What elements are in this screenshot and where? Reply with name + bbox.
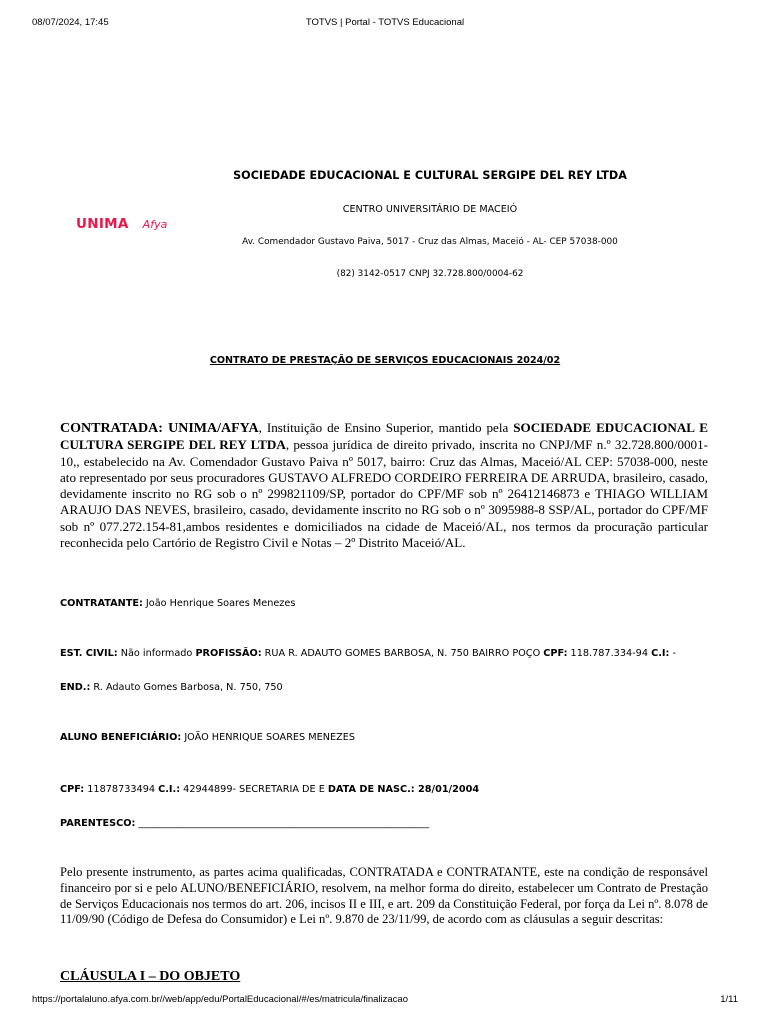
print-page-title: TOTVS | Portal - TOTVS Educacional	[305, 17, 465, 28]
end-value: R. Adauto Gomes Barbosa, N. 750, 750	[90, 682, 283, 693]
contratada-text-2: , pessoa jurídica de direito privado, inscrita no CNPJ/MF n.º 32.728.800/0001-10,, estabelecido na Av. Comendador Gustavo Paiva nº 5017, bairro: Cruz das Almas, Maceió/AL CEP: 57038-000, neste ato representado por seus procuradores GUSTAVO ALFREDO CORDEIRO FERREIRA DE ARRUDA, brasileiro, casado, devidamente inscrito no RG sob o nº 299821109/SP, portador do CPF/MF sob nº 26412146873 e THIAGO WILLIAM ARAUJO DAS NEVES, brasileiro, casado, devidamente inscrito no RG sob o nº 3095988-8 SSP/AL, portador do CPF/MF sob nº 077.272.154-81,ambos residentes e domiciliados na cidade de Maceió/AL, nos termos da procuração particular reconhecida pelo Cartório de Registro Civil e Notas – 2º Distrito Maceió/AL.	[60, 437, 709, 551]
print-url: https://portalaluno.afya.com.br//web/app/edu/PortalEducacional/#/es/matricula/finalizacao	[32, 994, 408, 1005]
company-name: SOCIEDADE EDUCACIONAL E CULTURAL SERGIPE DEL REY LTDA	[233, 169, 627, 182]
clause-title: CLÁUSULA I – DO OBJETO	[60, 969, 241, 984]
contratada-entity: SOCIEDADE EDUCACIONAL E CULTURA SERGIPE DEL REY LTDA	[60, 420, 708, 453]
contract-title: CONTRATO DE PRESTAÇÃO DE SERVIÇOS EDUCACIONAIS 2024/02	[209, 355, 561, 366]
profissao-label: PROFISSÃO:	[195, 648, 262, 659]
print-header	[32, 17, 738, 31]
university-name: CENTRO UNIVERSITÁRIO DE MACEIÓ	[342, 204, 518, 215]
cpf-value: 118.787.334-94	[567, 648, 652, 659]
afya-logo-text: Afya	[142, 217, 168, 231]
contratante-label: CONTRATANTE:	[60, 598, 143, 609]
nasc-value: 28/01/2004	[414, 784, 480, 795]
contratante-field	[60, 598, 720, 609]
cpf-label: CPF:	[543, 648, 568, 659]
profissao-value: RUA R. ADAUTO GOMES BARBOSA, N. 750 BAIRRO POÇO	[261, 648, 544, 659]
contratada-text-1: , Instituição de Ensino Superior, mantido pela	[258, 420, 514, 435]
parentesco-label: PARENTESCO:	[60, 818, 136, 829]
contratante-value: João Henrique Soares Menezes	[142, 598, 296, 609]
cpf2-value: 11878733494	[84, 784, 159, 795]
unima-logo-text: UNIMA	[76, 216, 129, 232]
address-field	[60, 682, 720, 693]
ci-label: C.I:	[651, 648, 670, 659]
civil-value: Não informado	[117, 648, 196, 659]
aluno-field	[60, 732, 720, 743]
end-label: END.:	[60, 682, 91, 693]
university-address: Av. Comendador Gustavo Paiva, 5017 - Cruz das Almas, Maceió - AL- CEP 57038-000	[242, 237, 618, 247]
contratada-lead: CONTRATADA: UNIMA/AFYA	[60, 421, 259, 436]
ci2-value: 42944899- SECRETARIA DE E	[180, 784, 328, 795]
aluno-docs-field	[60, 784, 720, 795]
aluno-label: ALUNO BENEFICIÁRIO:	[60, 732, 182, 743]
civil-status-field	[60, 648, 720, 659]
parentesco-value: ____________________________________________________________	[135, 818, 430, 829]
university-phone-cnpj: (82) 3142-0517 CNPJ 32.728.800/0004-62	[336, 269, 524, 279]
ci-value: -	[669, 648, 676, 659]
print-footer	[32, 994, 738, 1008]
ci2-label: C.I.:	[158, 784, 181, 795]
contratada-paragraph	[60, 420, 708, 551]
cpf2-label: CPF:	[60, 784, 85, 795]
unima-afya-logo	[76, 216, 167, 232]
preamble-paragraph: Pelo presente instrumento, as partes acima qualificadas, CONTRATADA e CONTRATANTE, este na condição de responsável financeiro por si e pelo ALUNO/BENEFICIÁRIO, resolvem, na melhor forma do direito, estabelecer um Contrato de Prestação de Serviços Educacionais nos termos do art. 206, incisos II e III, e art. 209 da Constituição Federal, por força da Lei nº. 8.078 de 11/09/90 (Código de Defesa do Consumidor) e Lei nº. 9.870 de 23/11/99, de acordo com as cláusulas a seguir descritas:	[60, 865, 708, 927]
nasc-label: DATA DE NASC.:	[327, 784, 415, 795]
print-date: 08/07/2024, 17:45	[32, 17, 109, 28]
print-page-number: 1/11	[720, 994, 738, 1005]
civil-label: EST. CIVIL:	[60, 648, 118, 659]
aluno-value: JOÃO HENRIQUE SOARES MENEZES	[181, 732, 356, 743]
parentesco-field	[60, 818, 720, 829]
